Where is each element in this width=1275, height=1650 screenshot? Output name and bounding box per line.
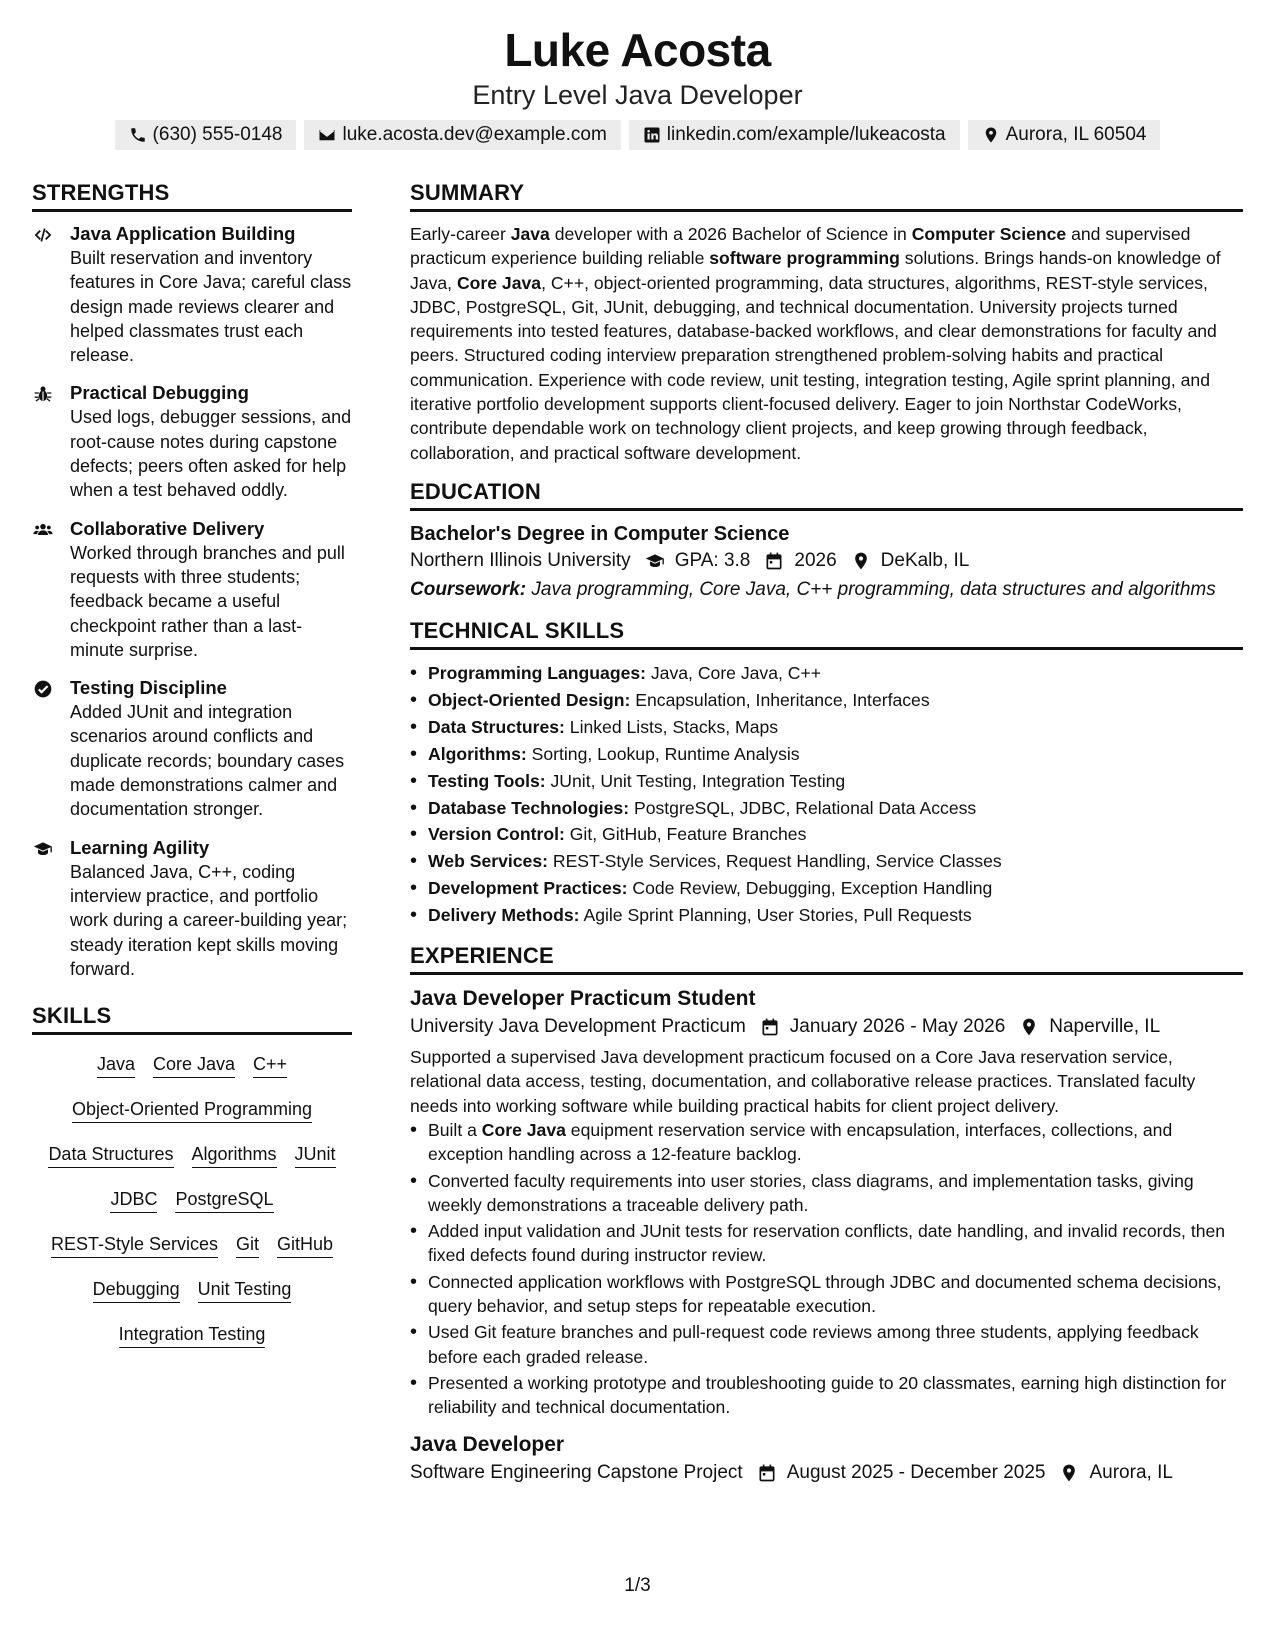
skill-tag: REST-Style Services — [51, 1233, 218, 1258]
education-heading: EDUCATION — [410, 479, 1243, 511]
skill-values: JUnit, Unit Testing, Integration Testing — [545, 770, 846, 791]
bullet-text: Presented a working prototype and troubleshooting guide to 20 classmates, earning high distinction for reliability and technical documentation. — [428, 1372, 1227, 1418]
skill-values: PostgreSQL, JDBC, Relational Data Access — [629, 797, 977, 818]
skill-category: Testing Tools: — [428, 770, 546, 791]
job-description: Supported a supervised Java development practicum focused on a Core Java reservation service, relational data access, testing, documentation, and collaborative release practices. Translated faculty needs into working software while building practical habits for client project delivery. — [410, 1047, 1196, 1116]
strength-description: Worked through branches and pull requests with three students; feedback became a useful checkpoint rather than a last-minute surprise. — [70, 542, 345, 660]
contact-linkedin[interactable] — [629, 120, 960, 150]
skill-tag: JUnit — [295, 1143, 336, 1168]
graduation-year: 2026 — [794, 549, 837, 571]
skill-tag: JDBC — [110, 1188, 157, 1213]
organization: Software Engineering Capstone Project — [410, 1462, 743, 1484]
list-item — [410, 795, 1243, 822]
skills-heading: SKILLS — [32, 1003, 352, 1035]
skill-category: Object-Oriented Design: — [428, 689, 631, 710]
list-item — [410, 848, 1243, 875]
job-bullets — [410, 1118, 1243, 1420]
skill-tag: Git — [236, 1233, 259, 1258]
resume-header — [0, 0, 1275, 150]
strength-description: Added JUnit and integration scenarios around conflicts and duplicate records; boundary cases made demonstrations calmer and documentation stronger. — [70, 702, 345, 820]
job-location: Aurora, IL — [1089, 1462, 1173, 1484]
position-title: Java Developer — [410, 1433, 565, 1457]
skill-values: Sorting, Lookup, Runtime Analysis — [526, 743, 800, 764]
school-name: Northern Illinois University — [410, 549, 631, 571]
check-circle-icon — [32, 679, 54, 699]
skill-tag: Debugging — [93, 1278, 180, 1303]
contact-text: (630) 555-0148 — [152, 124, 283, 145]
job-title: Entry Level Java Developer — [472, 80, 803, 110]
skill-values: Encapsulation, Inheritance, Interfaces — [630, 689, 930, 710]
job-meta — [410, 1459, 1243, 1487]
bug-icon — [32, 384, 54, 404]
skill-category: Algorithms: — [428, 743, 527, 764]
skill-values: Java, Core Java, C++ — [646, 662, 822, 683]
skill-tag: Unit Testing — [198, 1278, 292, 1303]
summary-keyword: Computer Science — [911, 224, 1067, 244]
skill-values: Git, GitHub, Feature Branches — [564, 824, 807, 845]
skill-tag: Data Structures — [48, 1143, 173, 1168]
strength-title: Collaborative Delivery — [70, 517, 265, 539]
list-item — [410, 875, 1243, 902]
skill-tag: Algorithms — [192, 1143, 277, 1168]
degree-title: Bachelor's Degree in Computer Science — [410, 522, 790, 545]
skill-category: Database Technologies: — [428, 797, 630, 818]
users-icon — [32, 520, 54, 540]
summary-keyword: Java — [510, 224, 550, 244]
list-item — [410, 1169, 1243, 1218]
skill-values: Linked Lists, Stacks, Maps — [564, 716, 779, 737]
summary-text — [410, 222, 1243, 465]
education-meta — [410, 547, 1243, 575]
strength-description: Balanced Java, C++, coding interview practice, and portfolio work during a career-building year; steady iteration kept skills moving forward. — [70, 861, 348, 979]
bullet-text: Converted faculty requirements into user stories, class diagrams, and implementation tasks, giving weekly demonstrations a traceable delivery path. — [428, 1170, 1194, 1215]
bullet-text: Connected application workflows with PostgreSQL through JDBC and documented schema decisions, query behavior, and setup steps for repeatable execution. — [428, 1271, 1222, 1316]
organization: University Java Development Practicum — [410, 1016, 746, 1038]
skill-tag: PostgreSQL — [175, 1188, 273, 1213]
list-item — [410, 714, 1243, 741]
contact-email[interactable] — [304, 120, 620, 150]
summary-part: solutions. Brings hands-on knowledge of Java, — [410, 248, 1221, 293]
job-entry — [410, 1431, 1243, 1487]
skill-category: Programming Languages: — [428, 662, 646, 683]
skill-tag: Integration Testing — [119, 1323, 266, 1348]
list-item — [410, 1320, 1243, 1369]
strength-item — [32, 676, 352, 821]
list-item — [410, 902, 1243, 929]
list-item — [410, 1219, 1243, 1268]
summary-keyword: Core Java — [456, 272, 542, 293]
bullet-text: Built a — [428, 1119, 482, 1140]
contact-text: linkedin.com/example/lukeacosta — [666, 124, 946, 145]
strength-item — [32, 381, 352, 502]
skill-tag: C++ — [253, 1053, 287, 1078]
strength-title: Java Application Building — [70, 223, 296, 244]
strength-title: Practical Debugging — [70, 382, 249, 404]
phone-icon — [129, 126, 147, 144]
skill-tag: Core Java — [153, 1053, 235, 1078]
location-pin-icon — [1019, 1017, 1039, 1037]
bullet-text: equipment reservation service with encapsulation, interfaces, collections, and exception handling across a 12-feature backlog. — [428, 1119, 1173, 1165]
skill-category: Delivery Methods: — [428, 905, 580, 926]
strength-item — [32, 517, 352, 662]
contact-location — [968, 120, 1161, 150]
calendar-icon — [760, 1017, 780, 1037]
skill-category: Version Control: — [428, 824, 565, 845]
graduation-cap-icon — [645, 551, 665, 571]
skill-tag: Java — [97, 1053, 135, 1078]
bullet-keyword: Core Java — [481, 1119, 566, 1140]
skill-category: Web Services: — [428, 851, 548, 872]
list-item — [410, 768, 1243, 795]
list-item — [410, 1118, 1243, 1167]
page-indicator: 1/3 — [624, 1575, 651, 1596]
bullet-text: Added input validation and JUnit tests for reservation conflicts, date handling, and invalid records, then fixed defects found during instructor review. — [428, 1221, 1226, 1266]
bullet-text: Used Git feature branches and pull-request code reviews among three students, applying feedback before each graded release. — [428, 1322, 1199, 1367]
right-column — [410, 180, 1243, 1487]
location-pin-icon — [1059, 1463, 1079, 1483]
summary-part: Early-career — [410, 224, 511, 244]
list-item — [410, 1270, 1243, 1319]
location-pin-icon — [982, 126, 1000, 144]
strengths-heading: STRENGTHS — [32, 180, 352, 212]
job-meta — [410, 1013, 1243, 1041]
summary-part: and supervised practicum experience building reliable — [410, 224, 1191, 269]
list-item — [410, 741, 1243, 768]
candidate-name: Luke Acosta — [504, 24, 771, 76]
strength-description: Built reservation and inventory features in Core Java; careful class design made reviews clearer and helped classmates trust each release. — [70, 248, 352, 366]
coursework-text: Java programming, Core Java, C++ programming, data structures and algorithms — [526, 578, 1216, 600]
technical-skills-list — [410, 660, 1243, 929]
contact-text: Aurora, IL 60504 — [1005, 124, 1147, 145]
job-dates: January 2026 - May 2026 — [789, 1016, 1006, 1038]
skill-values: Agile Sprint Planning, User Stories, Pull Requests — [579, 905, 972, 926]
summary-heading: SUMMARY — [410, 180, 1243, 212]
gpa: GPA: 3.8 — [674, 549, 751, 571]
education-location: DeKalb, IL — [880, 549, 970, 571]
linkedin-icon — [643, 126, 661, 144]
strength-item — [32, 222, 352, 367]
job-dates: August 2025 - December 2025 — [786, 1462, 1046, 1484]
contact-bar — [0, 120, 1275, 150]
graduation-cap-icon — [32, 839, 54, 859]
calendar-icon — [757, 1463, 777, 1483]
strength-description: Used logs, debugger sessions, and root-cause notes during capstone defects; peers often asked for help when a test behaved oddly. — [70, 407, 352, 501]
experience-heading: EXPERIENCE — [410, 943, 1243, 975]
list-item — [410, 1371, 1243, 1420]
position-title: Java Developer Practicum Student — [410, 987, 756, 1011]
list-item — [410, 687, 1243, 714]
contact-text: luke.acosta.dev@example.com — [342, 124, 607, 145]
list-item — [410, 660, 1243, 687]
skill-category: Development Practices: — [428, 878, 628, 899]
job-location: Naperville, IL — [1049, 1016, 1161, 1038]
skill-values: REST-Style Services, Request Handling, Service Classes — [547, 851, 1002, 872]
skill-category: Data Structures: — [428, 716, 565, 737]
left-column — [32, 180, 352, 1487]
technical-skills-heading: TECHNICAL SKILLS — [410, 618, 1243, 650]
list-item — [410, 821, 1243, 848]
summary-part: developer with a 2026 Bachelor of Science in — [549, 224, 912, 244]
envelope-icon — [318, 126, 336, 144]
strength-title: Learning Agility — [70, 836, 210, 858]
skill-tag: GitHub — [277, 1233, 333, 1258]
skill-tag: Object-Oriented Programming — [72, 1098, 312, 1123]
strength-item — [32, 836, 352, 981]
calendar-icon — [764, 551, 784, 571]
summary-keyword: software programming — [709, 248, 900, 269]
coursework — [410, 578, 1243, 602]
strength-title: Testing Discipline — [70, 677, 227, 699]
summary-part: , C++, object-oriented programming, data structures, algorithms, REST-style services, JDBC, PostgreSQL, Git, JUnit, debugging, and technical documentation. University projects turned requirements into tested features, database-backed workflows, and clear demonstrations for faculty and peers. Structured coding interview preparation strengthened problem-solving habits and practical communication. Experience with code review, unit testing, integration testing, Agile sprint planning, and iterative portfolio development supports client-focused delivery. Eager to join Northstar CodeWorks, contribute dependable work on technology client projects, and keep growing through feedback, collaboration, and practical software development. — [410, 272, 1217, 463]
job-entry — [410, 985, 1243, 1419]
skill-values: Code Review, Debugging, Exception Handling — [627, 878, 993, 899]
skills-list — [32, 1053, 352, 1348]
location-pin-icon — [851, 551, 871, 571]
coursework-label: Coursework: — [410, 578, 527, 600]
code-icon — [32, 225, 54, 245]
contact-phone[interactable] — [115, 120, 297, 150]
